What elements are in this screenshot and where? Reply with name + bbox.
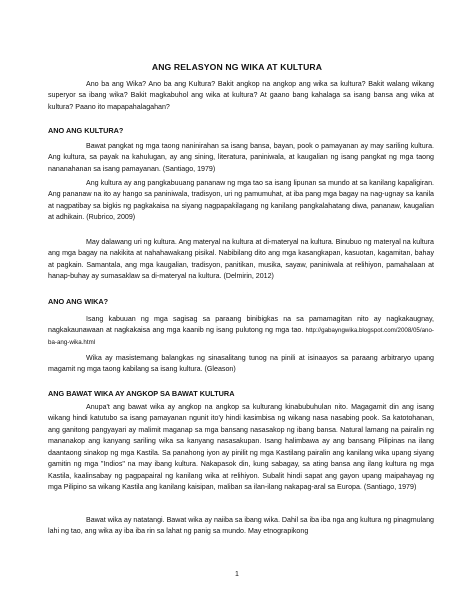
document-title: ANG RELASYON NG WIKA AT KULTURA: [151, 62, 323, 72]
heading-kultura: ANO ANG KULTURA?: [48, 126, 124, 135]
kultura-paragraph-3: May dalawang uri ng kultura. Ang materyal na kultura at di-materyal na kultura. Binubuo ng materyal na kultura ang mga bagay na nakikita at nahahawakang pisikal. Nabibilang dito ang mga kasangkapan, kasuotan, kagamitan, bahay at pagkain. Samantala, ang mga kaugalian, tradisyon, panitikan, musika, sayaw, paniniwala at relihiyon, pamahalaan at hanap-buhay ay sumasaklaw sa di-materyal na kultura. (Delmirin, 2012): [48, 238, 434, 281]
wika-paragraph-2: Wika ay masistemang balangkas ng sinasalitang tunog na pinili at isinaayos sa paraang arbitraryo upang magamit ng mga taong kabilang sa isang kultura. (Gleason): [48, 354, 434, 374]
bawat-wika-paragraph-2: Bawat wika ay natatangi. Bawat wika ay naiiba sa ibang wika. Dahil sa iba iba nga ang kultura ng pinagmulang lahi ng tao, ang wika ay iba iba rin sa lahat ng panig sa mundo. May etnograpikong: [48, 516, 434, 536]
page-number: 1: [235, 571, 239, 578]
heading-wika: ANO ANG WIKA?: [48, 297, 109, 306]
heading-bawat-wika: ANG BAWAT WIKA AY ANGKOP SA BAWAT KULTURA: [48, 389, 235, 398]
wika-paragraph-1-text: Isang kabuuan ng mga sagisag sa paraang binibigkas na sa pamamagitan nito ay nagkakaugnay, nagkakaunawaan at nagkakaisa ang mga kaanib ng isang pulutong ng mga tao.: [48, 315, 434, 335]
intro-paragraph: Ano ba ang Wika? Ano ba ang Kultura? Bakit angkop na angkop ang wika sa kultura? Bakit walang wikang superyor sa ibang wika? Bakit magkabuhol ang wika at kultura? At gaano bang kahalaga sa isang bansa ang wika at kultura? Paano ito mapapahalagahan?: [48, 80, 434, 111]
source-url: http://gabayngwika.blogspot.com/2008/05/ano-ba-ang-wika.html: [48, 327, 434, 346]
kultura-paragraph-2: Ang kultura ay ang pangkabuuang pananaw ng mga tao sa isang lipunan sa mundo at sa kanilang kapaligiran. Ang pananaw na ito ay hango sa paniniwala, tradisyon, uri ng pamumuhat, at iba pang mga bagay na nag-ugnay sa kanila at nagpatibay sa bigkis ng pagkakaisa na siyang nagpapakilagang ng kanilang pangkalahatang diwa, pananaw, kaugalian at adhikain. (Rubrico, 2009): [48, 179, 434, 222]
bawat-wika-paragraph-1: Anupa't ang bawat wika ay angkop na angkop sa kulturang kinabubuhulan nito. Magagamit din ang isang wikang hindi katutubo sa isang pamayanan ngunit ito'y hindi kasimbisa ng wikang nasa nasabing pook. Sa katotohanan, ang ganitong pangyayari ay malimit maganap sa mga bansang nasasakop ng ibang bansa. Natural lamang na pairalin ng mananakop ang kanyang sariling wika sa kanyang nasasakupan. Isang halimbawa ay ang bansang Pilipinas na ilang daantaong sinakop ng mga Kastila. Sa panahong iyon ay pinilit ng mga Kastilang pairalin ang kanilang wika upang siyang gamitin ng mga "Indios" na may ibang kultura. Nakapasok din, kung sabagay, sa ating bansa ang ilang kultura ng mga Kastila, kaalinsabay ng pagpapairal ng kanilang wika at relihiyon. Subalit hindi sapat ang gayon upang maipahayag ng mga Pilipino sa wikang Kastila ang kanilang kaisipan, maliban sa ilan-ilang nakapag-aral sa Europa. (Santiago, 1979): [48, 403, 434, 492]
wika-paragraph-1: [48, 314, 434, 348]
kultura-paragraph-1: Bawat pangkat ng mga taong naninirahan sa isang bansa, bayan, pook o pamayanan ay may sariling kultura. Ang kultura, sa payak na kahulugan, ay ang sining, literatura, paniniwala, at kaugalian ng isang pangkat ng mga taong nananahanan sa isang pamayanan. (Santiago, 1979): [48, 142, 434, 173]
